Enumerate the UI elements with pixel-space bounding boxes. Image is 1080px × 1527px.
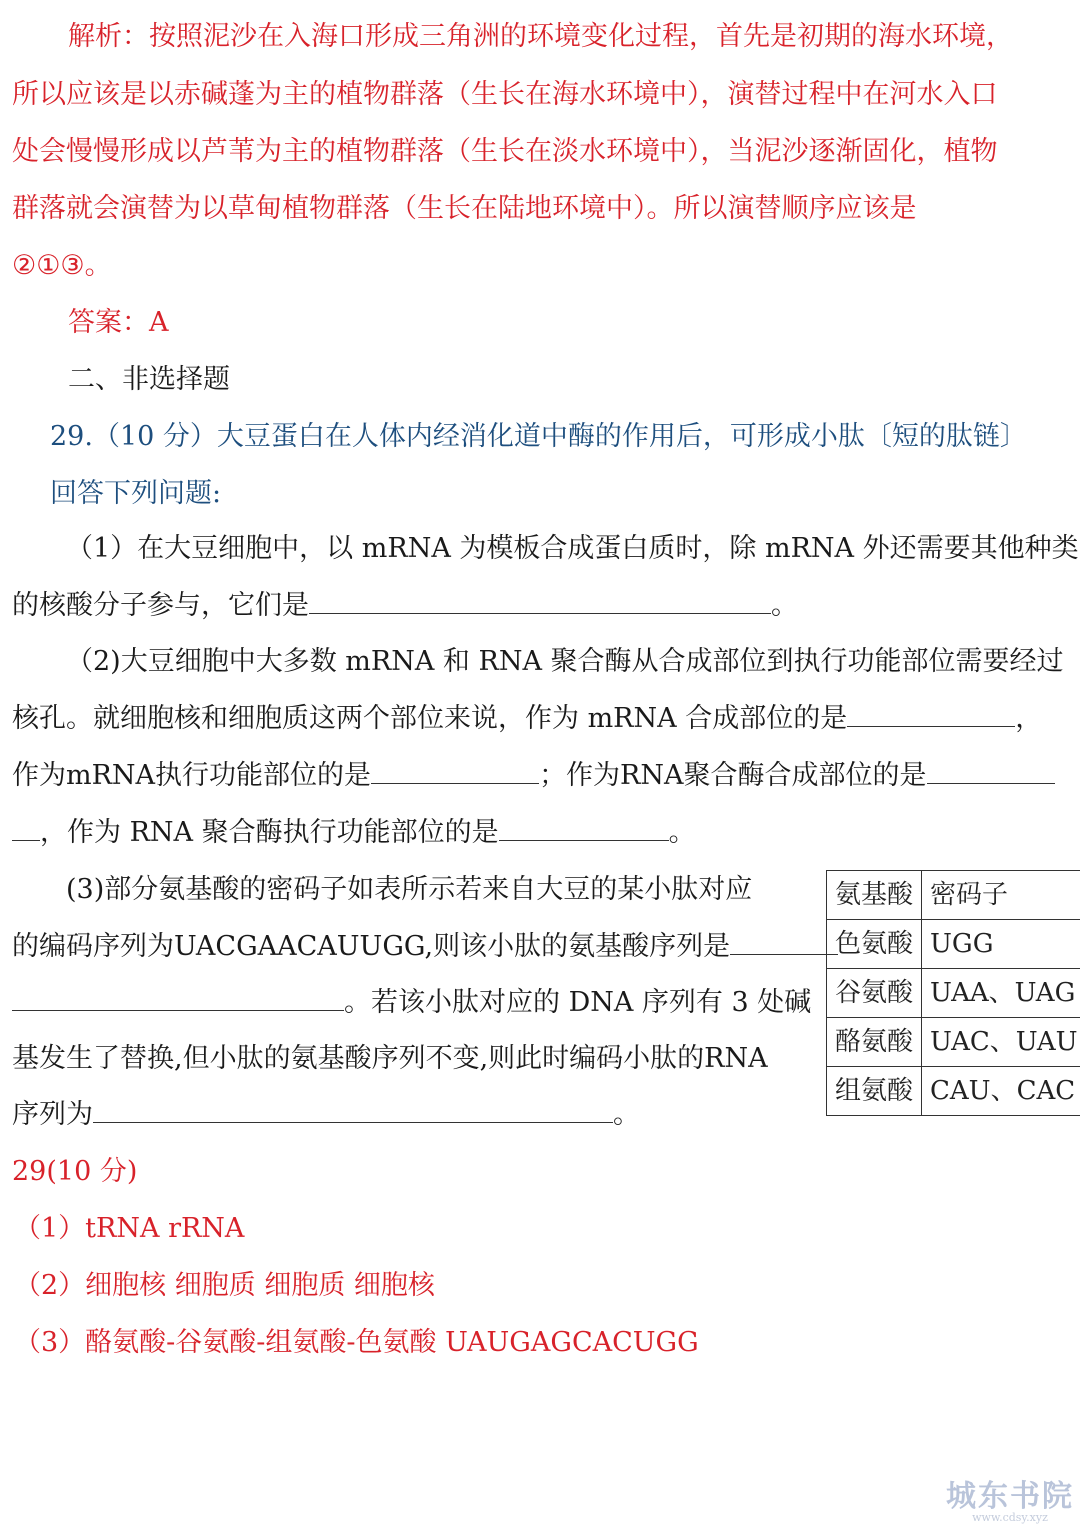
question-part3: 。若该小肽对应的 DNA 序列有 3 处碱	[12, 984, 811, 1022]
table-header-cell: 密码子	[922, 871, 1080, 920]
table-cell: UAC、UAU	[922, 1018, 1080, 1067]
question-part3: 序列为 。	[12, 1096, 640, 1134]
question-header: 29.（10 分）大豆蛋白在人体内经消化道中酶的作用后，可形成小肽〔短的肽链〕	[50, 421, 1027, 452]
table-cell: CAU、CAC	[922, 1067, 1080, 1116]
answer-blank	[927, 757, 1055, 784]
table-row	[827, 969, 1080, 1018]
watermark-url: www.cdsy.xyz	[972, 1511, 1048, 1524]
analysis-line: 解析：按照泥沙在入海口形成三角洲的环境变化过程，首先是初期的海水环境，	[68, 21, 1013, 52]
answer-blank	[499, 814, 669, 841]
answer-blank	[93, 1096, 613, 1123]
question-part1: 的核酸分子参与，它们是 。	[12, 587, 798, 625]
answer-blank	[12, 814, 40, 841]
analysis-line: 所以应该是以赤碱蓬为主的植物群落（生长在海水环境中），演替过程中在河水入口	[12, 79, 998, 110]
answer-blank	[309, 587, 771, 614]
answer-part2: （2）细胞核 细胞质 细胞质 细胞核	[14, 1270, 435, 1301]
codon-table	[826, 870, 1080, 1116]
answer-title: 29(10 分)	[12, 1156, 138, 1187]
table-header-cell: 氨基酸	[827, 871, 922, 920]
analysis-line: ②①③。	[12, 250, 112, 281]
question-part2: （2)大豆细胞中大多数 mRNA 和 RNA 聚合酶从合成部位到执行功能部位需要经过	[66, 646, 1064, 677]
question-part2: 作为mRNA执行功能部位的是 ；作为RNA聚合酶合成部位的是	[12, 757, 1055, 795]
question-part3: 基发生了替换,但小肽的氨基酸序列不变,则此时编码小肽的RNA	[12, 1043, 768, 1074]
analysis-line: 处会慢慢形成以芦苇为主的植物群落（生长在淡水环境中），当泥沙逐渐固化，植物	[12, 136, 998, 167]
table-cell: 酪氨酸	[827, 1018, 922, 1067]
answer-part3: （3）酪氨酸-谷氨酸-组氨酸-色氨酸 UAUGAGCACUGG	[14, 1327, 699, 1358]
watermark	[946, 1479, 1074, 1524]
answer-part1: （1）tRNA rRNA	[14, 1213, 245, 1244]
table-cell: UAA、UAG	[922, 969, 1080, 1018]
table-row	[827, 1067, 1080, 1116]
watermark-name: 城东书院	[946, 1479, 1074, 1514]
answer-blank	[12, 984, 344, 1011]
question-part3: 的编码序列为UACGAACAUUGG,则该小肽的氨基酸序列是	[12, 928, 838, 966]
question-part3: (3)部分氨基酸的密码子如表所示若来自大豆的某小肽对应	[66, 874, 753, 905]
table-row	[827, 1018, 1080, 1067]
table-cell: 色氨酸	[827, 920, 922, 969]
question-part1: （1）在大豆细胞中，以 mRNA 为模板合成蛋白质时，除 mRNA 外还需要其他种类	[66, 533, 1079, 564]
question-header: 回答下列问题:	[50, 478, 222, 509]
answer-blank	[847, 700, 1015, 727]
answer-blank	[371, 757, 539, 784]
section-title: 二、非选择题	[68, 364, 230, 395]
table-cell: 谷氨酸	[827, 969, 922, 1018]
question-part2: 核孔。就细胞核和细胞质这两个部位来说，作为 mRNA 合成部位的是 ，	[12, 700, 1042, 738]
table-cell: UGG	[922, 920, 1080, 969]
table-row	[827, 920, 1080, 969]
table-header-row	[827, 871, 1080, 920]
table-cell: 组氨酸	[827, 1067, 922, 1116]
answer-blank	[730, 928, 838, 955]
answer-text: 答案：A	[68, 307, 169, 338]
question-part2: ，作为 RNA 聚合酶执行功能部位的是 。	[12, 814, 696, 852]
analysis-line: 群落就会演替为以草甸植物群落（生长在陆地环境中）。所以演替顺序应该是	[12, 193, 917, 224]
